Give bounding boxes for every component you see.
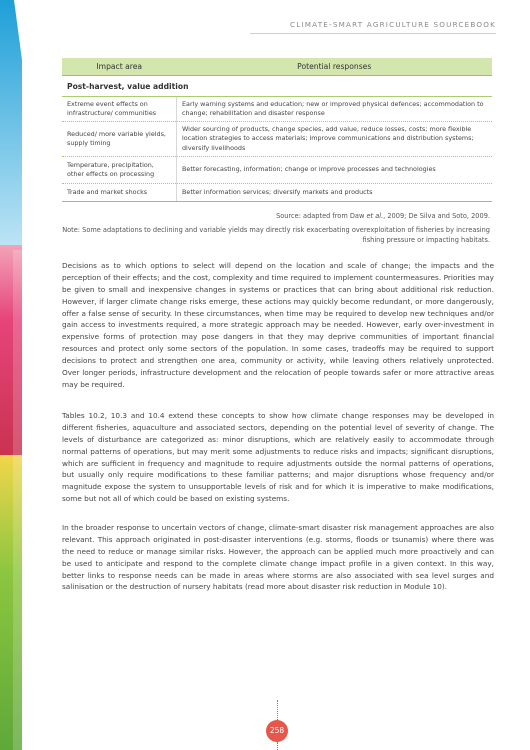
- response-cell: Early warning systems and education; new or improved physical defences; accommodation to change; rehabilitation and disaster response: [177, 97, 493, 122]
- impact-cell: Trade and market shocks: [62, 184, 177, 202]
- table-header-row: [62, 58, 492, 76]
- table-row: [62, 184, 492, 202]
- response-cell: Wider sourcing of products, change species, add value, reduce losses, costs; more flexible location strategies to access materials; improve communications and distribution systems; diversify livelihoods: [177, 122, 493, 157]
- header-impact-area: Impact area: [62, 58, 177, 76]
- response-cell: Better information services; diversify markets and products: [177, 184, 493, 202]
- impact-cell: Extreme event effects on infrastructure/ communities: [62, 97, 177, 122]
- source-italic: et al.: [366, 212, 384, 220]
- source-suffix: , 2009; De Silva and Soto, 2009.: [383, 212, 490, 220]
- page-number-badge: 258: [266, 720, 288, 742]
- impact-cell: Reduced/ more variable yields, supply timing: [62, 122, 177, 157]
- body-paragraph: Tables 10.2, 10.3 and 10.4 extend these concepts to show how climate change responses may be developed in different fisheries, aquaculture and associated sectors, depending on the potential level of severity of change. The levels of disturbance are categorized as: minor disruptions, which are relatively easily to accommodate through normal patterns of operations, but may merit some adjustments to reduce risks and impacts; significant disruptions, which are sufficient in frequency and magnitude to require adjustments outside the normal patterns of operations, but usually only require modifications to these familiar patterns; and major disruptions whose frequency and/or magnitude expose the system to unsupportable levels of risk and for which it is imperative to make modifications, some but not all of which could be based on existing systems.: [62, 411, 494, 504]
- page-number-connector: [277, 700, 278, 720]
- table-section-row: [62, 76, 492, 97]
- impact-responses-table: [62, 58, 492, 202]
- header-potential-responses: Potential responses: [177, 58, 493, 76]
- body-paragraph: In the broader response to uncertain vectors of change, climate-smart disaster risk management approaches are also relevant. This approach originated in post-disaster interventions (e.g. storms, floods or tsunamis) where there was the need to reduce or manage similar risks. However, the approach can be applied much more proactively and can be used to anticipate and respond to the complete climate change impact profile in a given context. In this way, better links to response needs can be made in areas where storms are also associated with sea level surges and salinisation or the destruction of nursery habitats (read more about disaster risk reduction in Module 10).: [62, 523, 494, 592]
- response-cell: Better forecasting, information; change or improve processes and technologies: [177, 157, 493, 184]
- table-row: [62, 122, 492, 157]
- body-paragraph: Decisions as to which options to select will depend on the location and scale of change; the impacts and the perception of their effects; and the cost, complexity and time required to implement countermeasures. Priorities may be given to small and inexpensive changes in systems or practices that can bring about additional risk reduction. However, if larger climate change risks emerge, these actions may quickly become redundant, or more dangerously, offer a false sense of security. In these circumstances, when time may be required to develop new techniques and/or gain access to investments required, a more strategic approach may be needed. However, early over-investment in expensive forms of protection may pose dangers in that they may deprive communities of important financial resources and protect only some sectors of the population. In some cases, tradeoffs may be required to support decisions to protect and strengthen one area, community or activity, while leaving others relatively unprotected. Over longer periods, infrastructure development and the relocation of people towards safer or more attractive areas may be required.: [62, 261, 494, 389]
- source-prefix: Source: adapted from Daw: [276, 212, 367, 220]
- table-source: [276, 212, 490, 220]
- impact-cell: Temperature, precipitation, other effects on processing: [62, 157, 177, 184]
- section-title: Post-harvest, value addition: [62, 76, 492, 97]
- page-number-connector: [277, 742, 278, 750]
- table-row: [62, 157, 492, 184]
- table-note: Note: Some adaptations to declining and variable yields may directly risk exacerbating overexploitation of fisheries by increasing fishing pressure or impacting habitats.: [62, 226, 490, 245]
- decorative-color-band: [0, 0, 22, 750]
- table-row: [62, 97, 492, 122]
- running-header: CLIMATE-SMART AGRICULTURE SOURCEBOOK: [290, 20, 496, 29]
